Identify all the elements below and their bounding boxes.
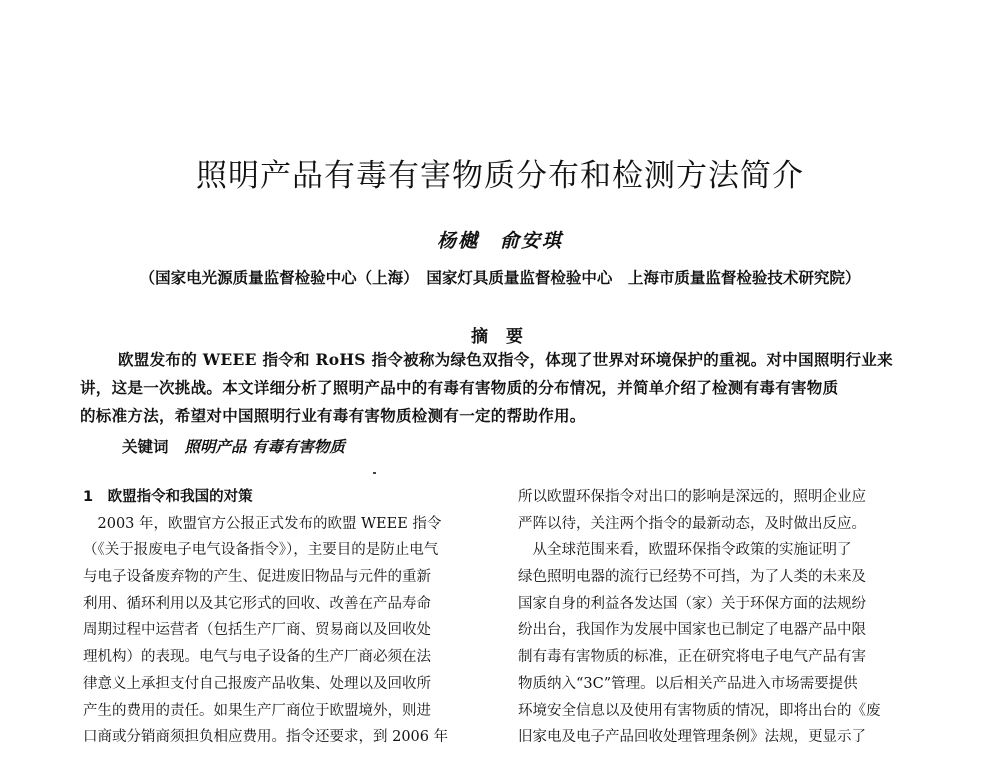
body-line: 旧家电及电子产品回收处理管理条例》法规，更显示了 <box>518 729 866 746</box>
keywords-label: 关键词 <box>122 437 169 456</box>
body-line: 律意义上承担支付自己报废产品收集、处理以及回收所 <box>83 675 431 692</box>
body-line: 严阵以待，关注两个指令的最新动态，及时做出反应。 <box>518 515 866 532</box>
separator-dot <box>373 472 376 474</box>
body-line: 国家自身的利益各发达国（家）关于环保方面的法规纷 <box>518 595 866 612</box>
keywords-value: 照明产品 有毒有害物质 <box>184 437 345 456</box>
body-line: 利用、循环利用以及其它形式的回收、改善在产品寿命 <box>83 595 431 612</box>
keywords <box>122 435 345 457</box>
body-column-right <box>518 484 928 751</box>
body-line: 口商或分销商须担负相应费用。指令还要求，到 2006 年 <box>83 729 449 746</box>
body-line: 从全球范围来看，欧盟环保指令政策的实施证明了 <box>518 542 852 559</box>
body-line: 物质纳入“3C”管理。以后相关产品进入市场需要提供 <box>518 675 858 692</box>
body-line: 纷出台，我国作为发展中国家也已制定了电器产品中限 <box>518 622 866 639</box>
body-column-left <box>83 484 483 751</box>
body-line: （《关于报废电子电气设备指令》），主要目的是防止电气 <box>83 542 439 559</box>
abstract-heading: 摘 要 <box>471 327 529 347</box>
body-line: 绿色照明电器的流行已经势不可挡，为了人类的未来及 <box>518 569 866 586</box>
body-line: 环境安全信息以及使用有害物质的情况，即将出台的《废 <box>518 702 881 719</box>
body-line: 理机构）的表现。电气与电子设备的生产厂商必须在法 <box>83 649 431 666</box>
body-line: 所以欧盟环保指令对出口的影响是深远的，照明企业应 <box>518 489 866 505</box>
body-line: 与电子设备废弃物的产生、促进废旧物品与元件的重新 <box>83 569 431 586</box>
abstract-line: 的标准方法，希望对中国照明行业有毒有害物质检测有一定的帮助作用。 <box>80 406 586 425</box>
abstract-line: 欧盟发布的 WEEE 指令和 RoHS 指令被称为绿色双指令，体现了世界对环境保护的重视。对中国照明行业来 <box>118 350 893 369</box>
body-line: 2003 年，欧盟官方公报正式发布的欧盟 WEEE 指令 <box>83 515 442 532</box>
authors: 杨樾 俞安琪 <box>436 230 563 252</box>
paper-title: 照明产品有毒有害物质分布和检测方法简介 <box>196 158 804 194</box>
body-line: 制有毒有害物质的标准，正在研究将电子电气产品有害 <box>518 649 866 666</box>
body-line: 产生的费用的责任。如果生产厂商位于欧盟境外，则进 <box>83 702 431 719</box>
section-heading: 1 欧盟指令和我国的对策 <box>83 489 253 505</box>
abstract-line: 讲，这是一次挑战。本文详细分析了照明产品中的有毒有害物质的分布情况，并简单介绍了检测有毒有害物质 <box>80 378 839 397</box>
body-line: 周期过程中运营者（包括生产厂商、贸易商以及回收处 <box>83 622 431 639</box>
affiliation: （国家电光源质量监督检验中心（上海） 国家灯具质量监督检验中心 上海市质量监督检验技术研究院） <box>139 268 861 287</box>
